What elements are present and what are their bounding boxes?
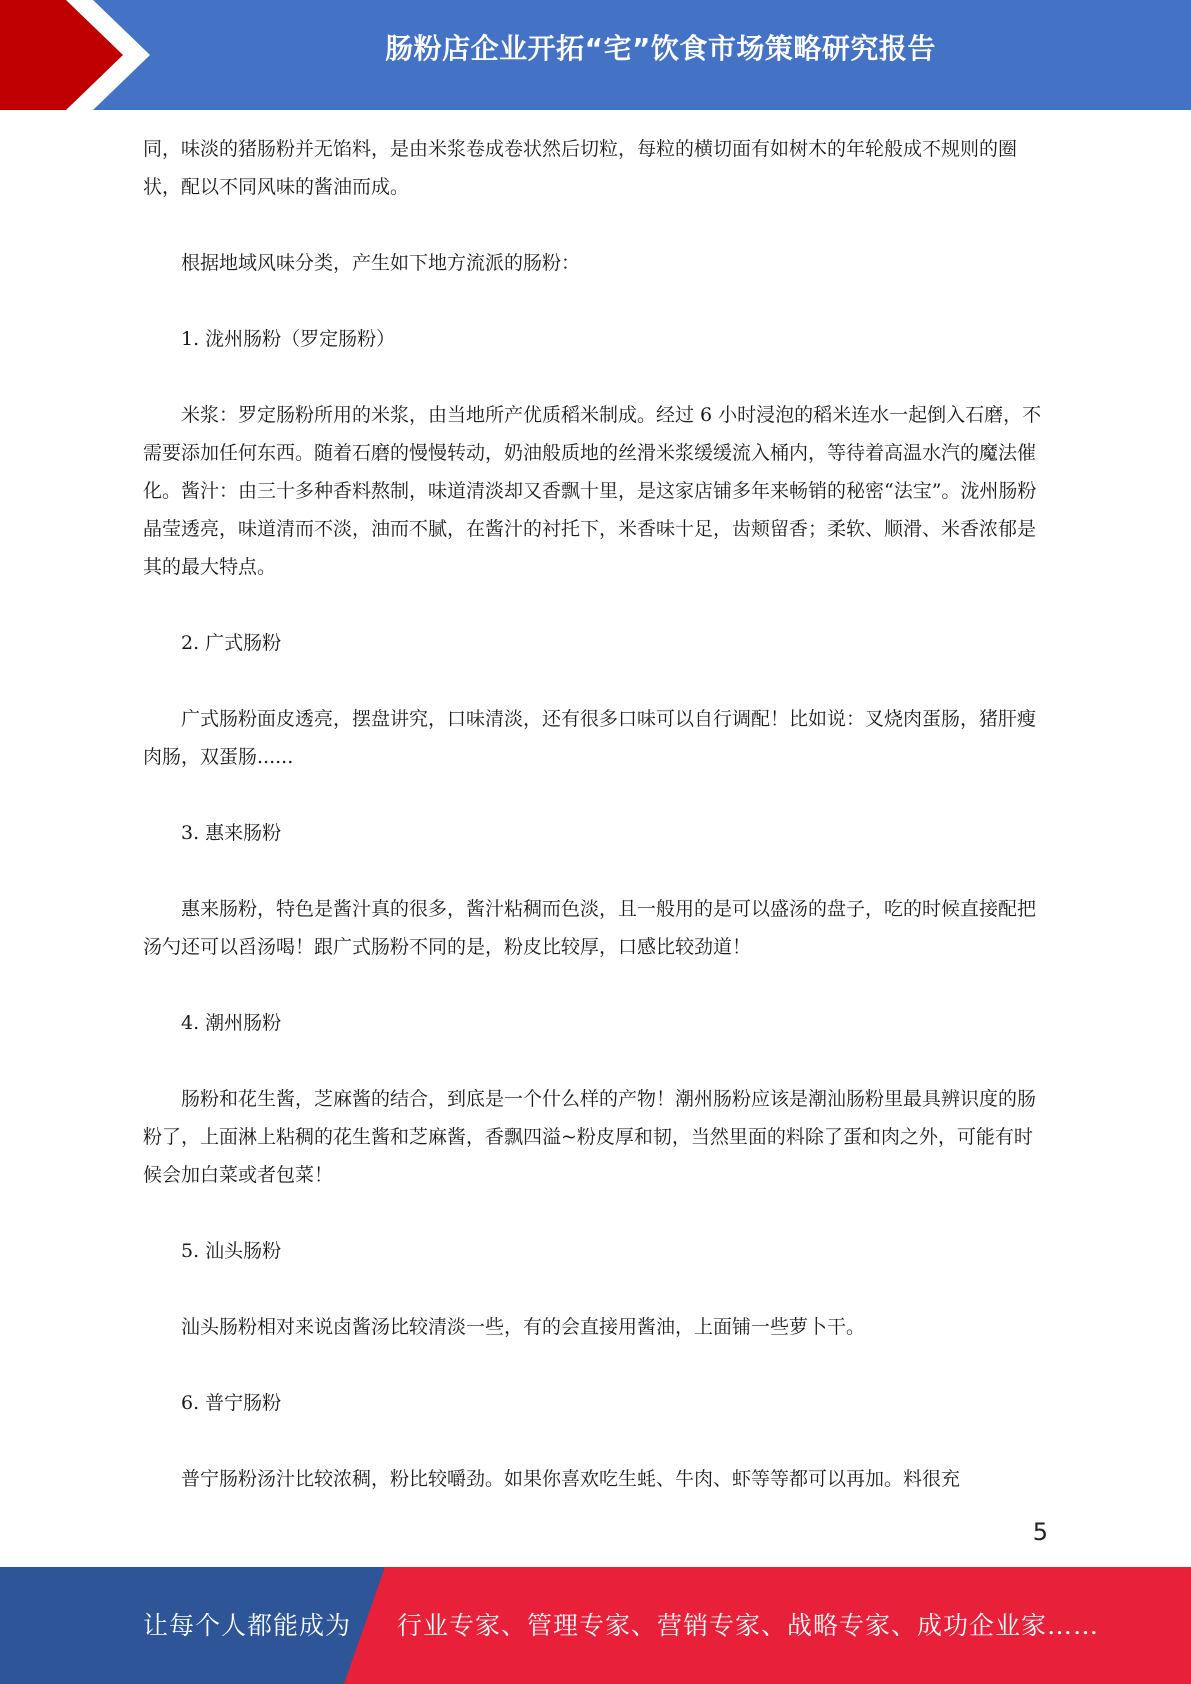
section-heading-2: 2. 广式肠粉 (181, 632, 282, 654)
paragraph-intro: 根据地域风味分类，产生如下地方流派的肠粉： (181, 252, 581, 274)
footer-slogan-left: 让每个人都能成为 (143, 1611, 352, 1640)
section-heading-5: 5. 汕头肠粉 (181, 1240, 282, 1262)
page-header (0, 0, 1191, 110)
paragraph-shantou: 汕头肠粉相对来说卤酱汤比较清淡一些，有的会直接用酱油，上面铺一些萝卜干。 (181, 1316, 866, 1338)
paragraph-continued: 同，味淡的猪肠粉并无馅料，是由米浆卷成卷状然后切粒，每粒的横切面有如树木的年轮般成不规则的圈状，配以不同风味的酱油而成。 (143, 138, 1018, 198)
paragraph-guangshi: 广式肠粉面皮透亮，摆盘讲究，口味清淡，还有很多口味可以自行调配！比如说：叉烧肉蛋肠，猪肝瘦肉肠，双蛋肠...... (143, 708, 1037, 768)
document-body (143, 130, 1048, 1498)
paragraph-luozhou: 米浆：罗定肠粉所用的米浆，由当地所产优质稻米制成。经过 6 小时浸泡的稻米连水一起倒入石磨，不需要添加任何东西。随着石磨的慢慢转动，奶油般质地的丝滑米浆缓缓流入桶内，等待着高温水汽的魔法催化。酱汁：由三十多种香料熬制，味道清淡却又香飘十里，是这家店铺多年来畅销的秘密“法宝”。泷州肠粉晶莹透亮，味道清而不淡，油而不腻，在酱汁的衬托下，米香味十足，齿颊留香；柔软、顺滑、米香浓郁是其的最大特点。 (143, 404, 1042, 578)
page-footer (0, 1567, 1191, 1684)
report-title: 肠粉店企业开拓“宅”饮食市场策略研究报告 (385, 32, 936, 65)
paragraph-chaozhou: 肠粉和花生酱，芝麻酱的结合，到底是一个什么样的产物！潮州肠粉应该是潮汕肠粉里最具辨识度的肠粉了，上面淋上粘稠的花生酱和芝麻酱，香飘四溢~粉皮厚和韧，当然里面的料除了蛋和肉之外，可能有时候会加白菜或者包菜！ (143, 1088, 1037, 1186)
section-heading-3: 3. 惠来肠粉 (181, 822, 282, 844)
page-number: 5 (1032, 1518, 1048, 1546)
paragraph-huilai: 惠来肠粉，特色是酱汁真的很多，酱汁粘稠而色淡，且一般用的是可以盛汤的盘子，吃的时候直接配把汤勺还可以舀汤喝！跟广式肠粉不同的是，粉皮比较厚，口感比较劲道！ (143, 898, 1037, 958)
section-heading-6: 6. 普宁肠粉 (181, 1392, 282, 1414)
section-heading-1: 1. 泷州肠粉（罗定肠粉） (181, 328, 396, 350)
footer-slogan-right: 行业专家、管理专家、营销专家、战略专家、成功企业家…… (397, 1611, 1100, 1640)
paragraph-puning: 普宁肠粉汤汁比较浓稠，粉比较嚼劲。如果你喜欢吃生蚝、牛肉、虾等等都可以再加。料很充 (181, 1468, 961, 1490)
section-heading-4: 4. 潮州肠粉 (181, 1012, 282, 1034)
